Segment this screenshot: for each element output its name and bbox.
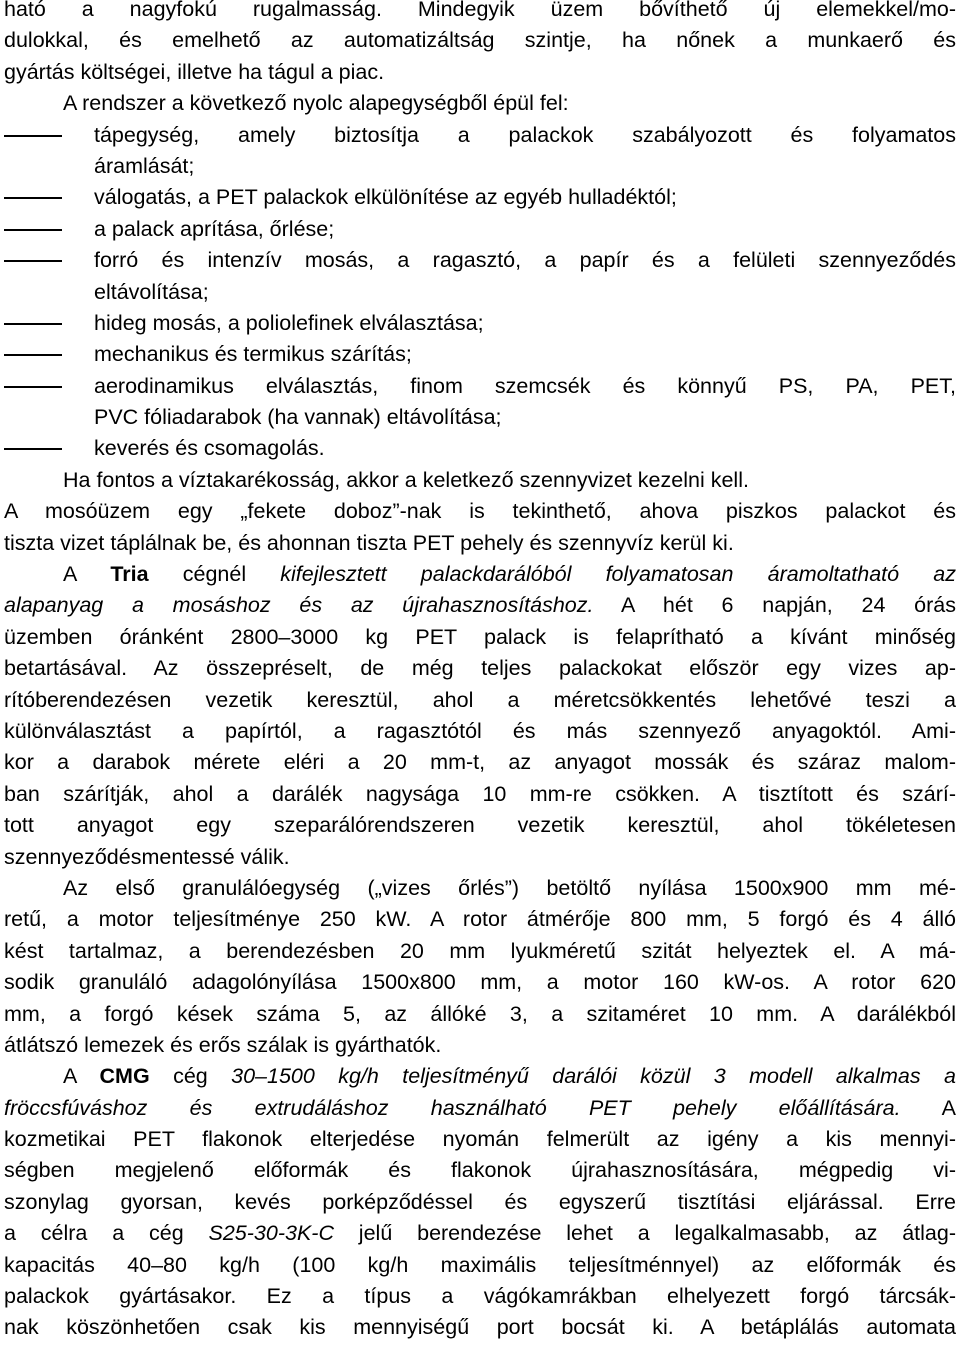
text-line: különválasztást a papírtól, a ragasztótól és más szennyező anyagoktól. Ami- <box>4 718 956 743</box>
text-line: palackok gyártásakor. Ez a típus a vágókamrákban elhelyezett forgó tárcsák- <box>4 1284 956 1309</box>
list-item: a palack aprítása, őrlése; <box>4 214 956 245</box>
dash-bullet <box>4 135 62 137</box>
list-item: forró és intenzív mosás, a ragasztó, a papír és a felületi szennyeződés <box>4 245 956 276</box>
text-line: szennyeződésmentessé válik. <box>4 844 290 869</box>
text-line: Ha fontos a víztakarékosság, akkor a keletkező szennyvizet kezelni kell. <box>63 467 749 492</box>
cmg-line-6: a célra a cég S25-30-3K-C jelű berendezése lehet a legalkalmasabb, az átlag- <box>4 1221 956 1246</box>
text-line: ható a nagyfokú rugalmasság. Mindegyik üzem bővíthető új elemekkel/mo- <box>4 0 956 21</box>
text-line: ségben megjelenő előformák és flakonok újrahasznosítására, mégpedig vi- <box>4 1158 956 1183</box>
text-line: kapacitás 40–80 kg/h (100 kg/h maximális teljesítménnyel) az előformák és <box>4 1252 956 1277</box>
dash-bullet <box>4 260 62 262</box>
text-line: ban szárítják, ahol a darálék nagysága 10 mm-re csökken. A tisztított és szárí- <box>4 781 956 806</box>
dash-bullet <box>4 386 62 388</box>
model-name: S25-30-3K-C <box>208 1221 334 1246</box>
dash-bullet <box>4 448 62 450</box>
company-name-tria: Tria <box>110 562 149 587</box>
text-line: átlátszó lemezek és erős szálak is gyárthatók. <box>4 1032 442 1057</box>
text-line: szonylag gyorsan, kevés porképződéssel és egyszerű tisztítási eljárással. Erre <box>4 1189 956 1214</box>
cmg-line-1: A CMG cég 30–1500 kg/h teljesítményű darálói közül 3 modell alkalmas a <box>63 1064 956 1089</box>
units-list <box>4 120 956 465</box>
text-line: A mosóüzem egy „fekete doboz”-nak is tekinthető, ahova piszkos palackot és <box>4 499 956 524</box>
list-item: aerodinamikus elválasztás, finom szemcsék és könnyű PS, PA, PET, <box>4 371 956 402</box>
cmg-line-2: fröccsfúváshoz és extrudáláshoz használható PET pehely előállítására. A <box>4 1095 956 1120</box>
dash-bullet <box>4 354 62 356</box>
dash-bullet <box>4 323 62 325</box>
text-line: retű, a motor teljesítménye 250 kW. A rotor átmérője 800 mm, 5 forgó és 4 álló <box>4 907 956 932</box>
text-line: gyártás költségei, illetve ha tágul a piac. <box>4 59 385 84</box>
company-name-cmg: CMG <box>99 1064 150 1089</box>
dash-bullet <box>4 229 62 231</box>
tria-line-2: alapanyag a mosáshoz és az újrahasznosításhoz. A hét 6 napján, 24 órás <box>4 593 956 618</box>
list-item-continuation: PVC fóliadarabok (ha vannak) eltávolítása; <box>94 405 502 430</box>
text-line: rítóberendezésen vezetik keresztül, ahol a méretcsökkentés lehetővé teszi a <box>4 687 956 712</box>
text-line: nak köszönhetően csak kis mennyiségű port bocsát ki. A betáplálás automata <box>4 1315 956 1340</box>
text-line: Az első granulálóegység („vizes őrlés”) betöltő nyílása 1500x900 mm mé- <box>63 875 956 900</box>
text-line: üzemben óránként 2800–3000 kg PET palack is felaprítható a kívánt minőség <box>4 624 956 649</box>
text-line: kor a darabok mérete eléri a 20 mm-t, az anyagot mossák és száraz malom- <box>4 750 956 775</box>
dash-bullet <box>4 197 62 199</box>
list-item: keverés és csomagolás. <box>4 433 956 464</box>
text-line: A rendszer a következő nyolc alapegységből épül fel: <box>63 91 569 116</box>
list-item: tápegység, amely biztosítja a palackok szabályozott és folyamatos <box>4 120 956 151</box>
text-line: sodik granuláló adagolónyílása 1500x800 mm, a motor 160 kW-os. A rotor 620 <box>4 970 956 995</box>
text-line: mm, a forgó kések száma 5, az állóké 3, a szitaméret 10 mm. A darálékból <box>4 1001 956 1026</box>
text-line: tiszta vizet táplálnak be, és ahonnan tiszta PET pehely és szennyvíz kerül ki. <box>4 530 734 555</box>
list-item: válogatás, a PET palackok elkülönítése az egyéb hulladéktól; <box>4 182 956 213</box>
list-item-continuation: eltávolítása; <box>94 279 209 304</box>
text-line: dulokkal, és emelhető az automatizáltság szintje, ha nőnek a munkaerő és <box>4 28 956 53</box>
list-item: mechanikus és termikus szárítás; <box>4 339 956 370</box>
list-item: hideg mosás, a poliolefinek elválasztása; <box>4 308 956 339</box>
text-line: tott anyagot egy szeparálórendszeren vezetik keresztül, ahol tökéletesen <box>4 813 956 838</box>
text-line: betartásával. Az összepréselt, de még teljes palackokat először egy vizes ap- <box>4 656 956 681</box>
list-item-continuation: áramlását; <box>94 153 195 178</box>
tria-line-1: A Tria cégnél kifejlesztett palackdarálóból folyamatosan áramoltatható az <box>63 562 956 587</box>
text-line: kozmetikai PET flakonok elterjedése nyomán felmerült az igény a kis mennyi- <box>4 1127 956 1152</box>
text-line: kést tartalmaz, a berendezésben 20 mm lyukméretű szitát helyeztek el. A má- <box>4 938 956 963</box>
